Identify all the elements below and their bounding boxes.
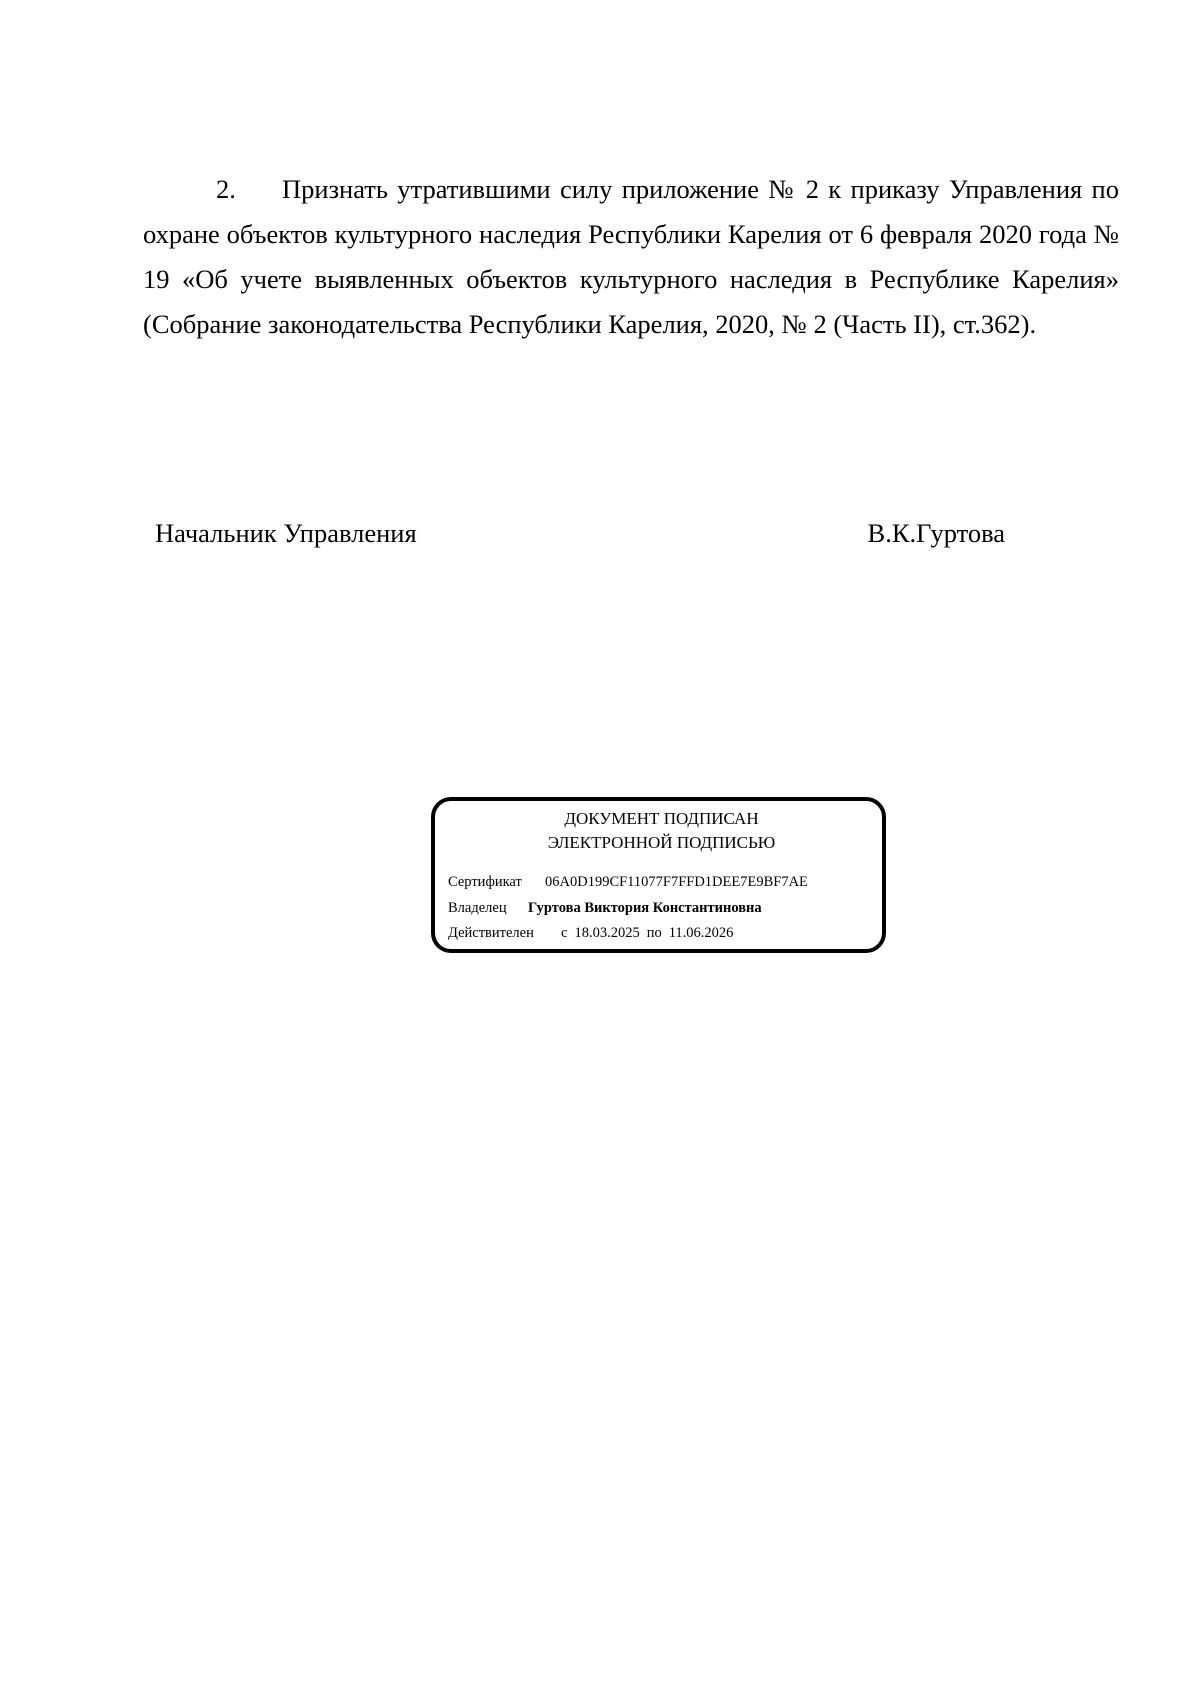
valid-to-date: 11.06.2026 bbox=[668, 925, 734, 941]
stamp-title-line1: ДОКУМЕНТ ПОДПИСАН bbox=[564, 809, 759, 828]
paragraph-2: 2. Признать утратившими силу приложение № 2 к приказу Управления по охране объектов культурного наследия Республики Карелия от 6 февраля 2020 года № 19 «Об учете выявленных объектов культурного наследия в Республике Карелия» (Собрание законодательства Республики Карелия, 2020, № 2 (Часть II), ст.362). bbox=[143, 174, 1119, 339]
stamp-owner-row bbox=[448, 899, 762, 917]
paragraph-text: Признать утратившими силу приложение № 2 к приказу Управления по охране объектов культурного наследия Республики Карелия от 6 февраля 2020 года № 19 «Об учете выявленных объектов культурного наследия в Республике Карелия» (Собрание законодательства Республики Карелия, 2020, № 2 (Часть II), ст.362). bbox=[143, 174, 1119, 339]
certificate-value: 06A0D199CF11077F7FFD1DEE7E9BF7AE bbox=[545, 874, 808, 890]
stamp-certificate-row bbox=[448, 873, 808, 891]
valid-from-prefix: с bbox=[561, 925, 568, 941]
valid-from-date: 18.03.2025 bbox=[574, 925, 640, 941]
stamp-title-line2: ЭЛЕКТРОННОЙ ПОДПИСЬЮ bbox=[547, 833, 776, 852]
signer-name: В.К.Гуртова bbox=[867, 518, 1005, 548]
signer-position: Начальник Управления bbox=[155, 518, 417, 548]
electronic-signature-stamp bbox=[431, 797, 886, 953]
certificate-label: Сертификат bbox=[448, 874, 522, 890]
owner-label: Владелец bbox=[448, 900, 507, 916]
owner-value: Гуртова Виктория Константиновна bbox=[528, 900, 762, 916]
stamp-validity-row bbox=[448, 924, 733, 942]
valid-to-prefix: по bbox=[646, 925, 662, 941]
valid-label: Действителен bbox=[448, 925, 534, 941]
